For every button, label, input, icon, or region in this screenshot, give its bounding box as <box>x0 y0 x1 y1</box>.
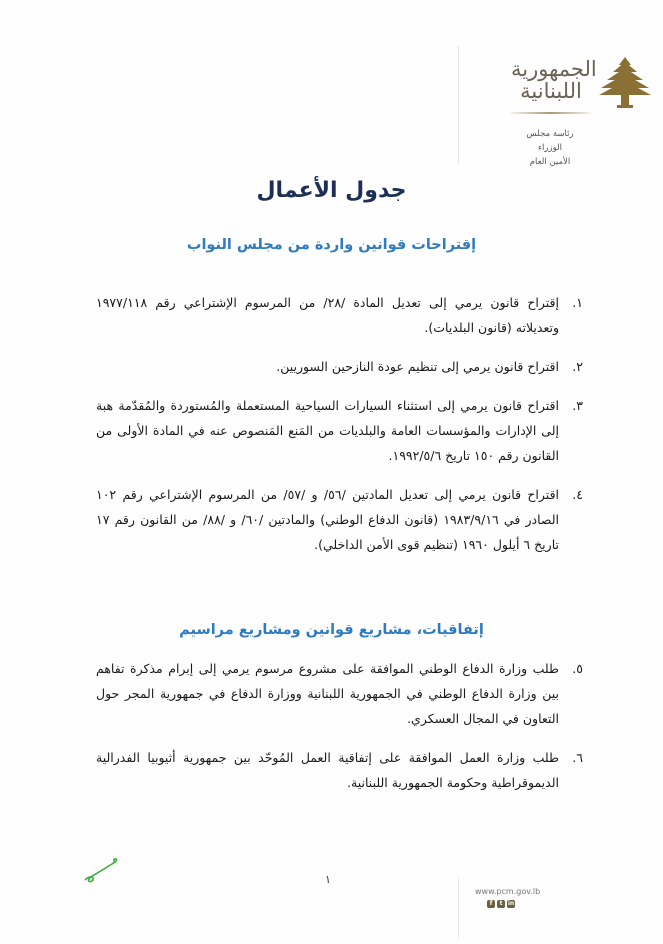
item-text: اقتراح قانون يرمي إلى تنظيم عودة النازحين السوريين. <box>276 359 559 374</box>
facebook-icon[interactable]: f <box>487 900 495 908</box>
header-divider <box>458 46 459 164</box>
office-line-2: الأمين العام <box>529 157 571 167</box>
agenda-item <box>96 656 583 731</box>
footer-divider <box>458 878 459 938</box>
section-title-agreements-decrees: إتفاقيات، مشاريع قوانين ومشاريع مراسيم <box>179 622 484 638</box>
item-number: ٦. <box>572 750 583 765</box>
item-number: ٤. <box>572 487 583 502</box>
linkedin-icon[interactable]: in <box>507 900 515 907</box>
office-name <box>515 127 585 169</box>
item-text: إقتراح قانون يرمي إلى تعديل المادة /٢٨/ من المرسوم الإشتراعي رقم ١٩٧٧/١١٨ وتعديلاته (قانون البلديات). <box>96 295 560 335</box>
logo-line-2: اللبنانية <box>520 79 582 103</box>
agenda-item <box>96 290 583 340</box>
agenda-item <box>96 745 583 795</box>
cedar-tree-icon <box>597 55 653 111</box>
agenda-item <box>96 482 583 557</box>
website-link[interactable]: www.pcm.gov.lb <box>475 887 541 896</box>
item-number: ١. <box>572 295 583 310</box>
section-2-items <box>96 656 583 795</box>
item-text: اقتراح قانون يرمي إلى تعديل المادتين /٥٦/ و /٥٧/ من المرسوم الإشتراعي رقم ١٠٢ الصادر في ١٩٨٣/٩/١٦ (قانون الدفاع الوطني) والمادتين /٦٠/ و /٨٨/ من القانون رقم ١٧ تاريخ ٦ أيلول ١٩٦٠ (تنظيم قوى الأمن الداخلي). <box>96 487 560 552</box>
agenda-item <box>96 393 583 468</box>
office-line-1: رئاسة مجلس الوزراء <box>526 129 574 153</box>
agenda-item <box>96 354 583 379</box>
page-number: ١ <box>325 873 331 886</box>
section-1-items <box>96 290 583 557</box>
item-number: ٥. <box>572 661 583 676</box>
twitter-icon[interactable]: t <box>497 900 505 908</box>
item-number: ٢. <box>572 359 583 374</box>
republic-logo-text <box>511 57 597 103</box>
item-text: طلب وزارة الدفاع الوطني الموافقة على مشروع مرسوم يرمي إلى إبرام مذكرة تفاهم بين وزارة الدفاع الوطني في الجمهورية اللبنانية ووزارة الدفاع في جمهورية المجر حول التعاون في المجال العسكري. <box>96 661 559 726</box>
page-title: جدول الأعمال <box>256 178 407 203</box>
item-text: اقتراح قانون يرمي إلى استثناء السيارات السياحية المستعملة والمُستوردة والمُقدّمة هبة إلى الإدارات والمؤسسات العامة والبلديات من المَنع المَنصوص عنه في المادة الأولى من القانون رقم ١٥٠ تاريخ ١٩٩٢/٥/٦. <box>96 398 559 463</box>
section-title-parliament-proposals: إقتراحات قوانين واردة من مجلس النواب <box>186 237 477 253</box>
item-number: ٣. <box>572 398 583 413</box>
item-text: طلب وزارة العمل الموافقة على إتفاقية العمل المُوحّد بين جمهورية أثيوبيا الفدرالية الديموقراطية وحكومة الجمهورية اللبنانية. <box>96 750 559 790</box>
logo-rule <box>511 112 591 114</box>
social-icons <box>487 900 515 908</box>
signature-mark <box>82 856 122 884</box>
logo-line-1: الجمهورية <box>511 57 597 81</box>
